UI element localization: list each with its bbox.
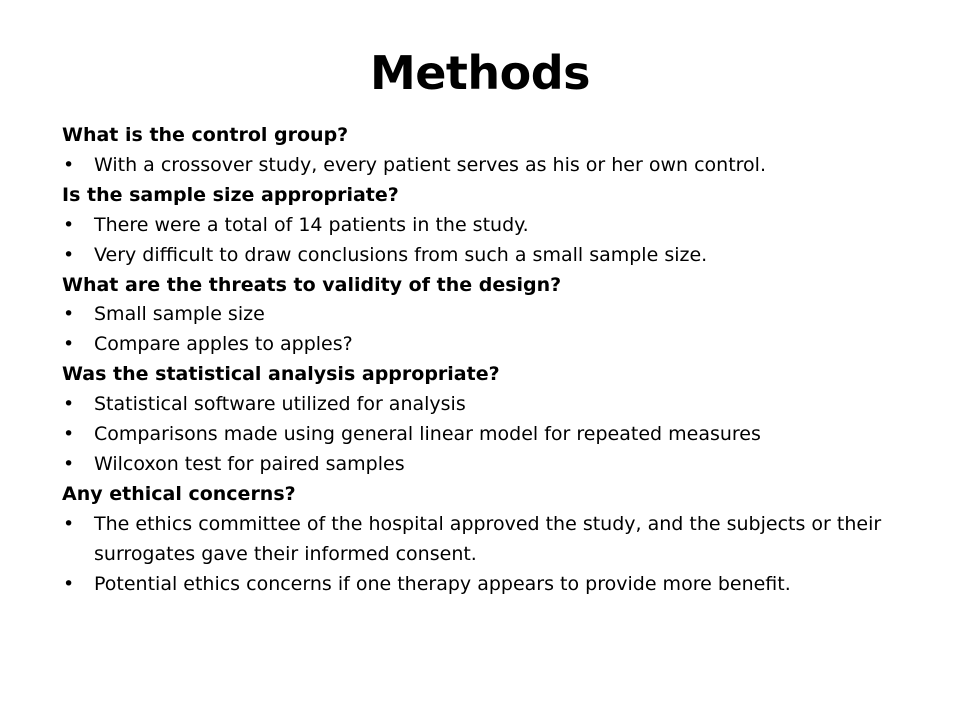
section-question: What is the control group? — [62, 124, 349, 146]
section-question: Is the sample size appropriate? — [62, 183, 399, 206]
bullet-icon: • — [63, 333, 75, 356]
bullet-item — [62, 300, 912, 330]
bullet-icon: • — [63, 243, 75, 266]
bullet-item — [62, 151, 912, 181]
bullet-icon: • — [63, 303, 75, 326]
slide-content — [62, 121, 912, 600]
slide-title: Methods — [369, 46, 591, 100]
bullet-item — [62, 211, 912, 241]
bullet-item — [62, 510, 912, 570]
bullet-text: Very difficult to draw conclusions from such a small sample size. — [94, 243, 708, 266]
bullet-text: There were a total of 14 patients in the study. — [94, 213, 529, 236]
bullet-text: Compare apples to apples? — [94, 333, 353, 356]
section-question: What are the threats to validity of the design? — [62, 273, 562, 296]
bullet-item — [62, 241, 912, 271]
bullet-text: Potential ethics concerns if one therapy appears to provide more benefit. — [94, 572, 791, 595]
bullet-icon: • — [63, 572, 75, 595]
bullet-list — [62, 510, 912, 600]
bullet-icon: • — [63, 452, 75, 475]
bullet-text: Comparisons made using general linear model for repeated measures — [94, 423, 761, 446]
bullet-list — [62, 300, 912, 360]
bullet-item — [62, 330, 912, 360]
bullet-item — [62, 450, 912, 480]
bullet-icon: • — [63, 393, 75, 416]
bullet-list — [62, 211, 912, 271]
bullet-item — [62, 390, 912, 420]
bullet-icon: • — [63, 423, 75, 446]
bullet-text: The ethics committee of the hospital approved the study, and the subjects or their surrogates gave their informed consent. — [94, 512, 882, 565]
bullet-icon: • — [63, 153, 75, 176]
section-question: Any ethical concerns? — [62, 482, 296, 505]
bullet-icon: • — [63, 512, 75, 535]
bullet-text: Wilcoxon test for paired samples — [94, 452, 405, 475]
bullet-text: Statistical software utilized for analysis — [94, 393, 466, 416]
bullet-item — [62, 420, 912, 450]
bullet-list — [62, 390, 912, 480]
bullet-icon: • — [63, 213, 75, 236]
bullet-text: Small sample size — [94, 303, 265, 326]
bullet-text: With a crossover study, every patient serves as his or her own control. — [94, 153, 766, 176]
bullet-list — [62, 151, 912, 181]
section-question: Was the statistical analysis appropriate? — [62, 363, 500, 386]
bullet-item — [62, 570, 912, 600]
